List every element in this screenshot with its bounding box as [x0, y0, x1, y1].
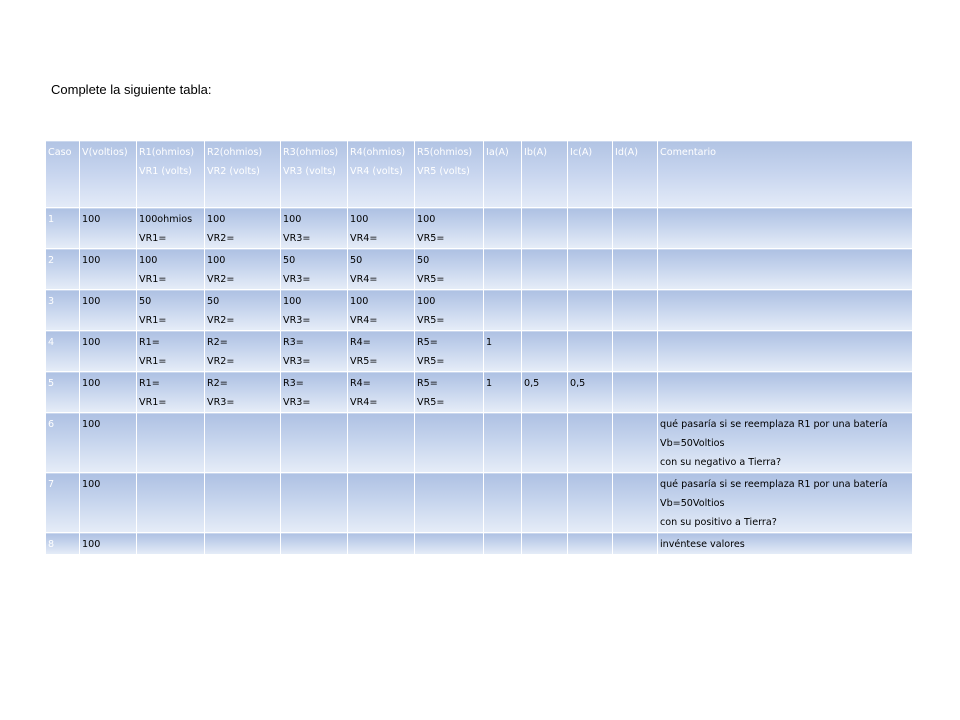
cell-ic: [568, 331, 613, 372]
cell-r3: R3= VR3=: [281, 372, 348, 413]
cell-ia: 1: [484, 372, 522, 413]
cell-voltage: 100: [80, 331, 137, 372]
cell-comentario: [658, 208, 913, 249]
table-row: [46, 413, 913, 473]
cell-r4: [348, 533, 415, 555]
cell-ia: [484, 413, 522, 473]
cell-r2: R2= VR3=: [205, 372, 281, 413]
header-id: Id(A): [613, 141, 658, 208]
cell-r5: R5= VR5=: [415, 331, 484, 372]
header-ic: Ic(A): [568, 141, 613, 208]
cell-r5: R5= VR5=: [415, 372, 484, 413]
cell-r3: [281, 413, 348, 473]
cell-ia: [484, 473, 522, 533]
cell-caso: 1: [46, 208, 80, 249]
cell-ic: [568, 208, 613, 249]
cell-ic: 0,5: [568, 372, 613, 413]
header-r5: R5(ohmios) VR5 (volts): [415, 141, 484, 208]
cell-voltage: 100: [80, 249, 137, 290]
cell-r2: [205, 413, 281, 473]
table-row: [46, 331, 913, 372]
cell-comentario: [658, 372, 913, 413]
cell-r5: 50 VR5=: [415, 249, 484, 290]
cell-id: [613, 473, 658, 533]
table-row: [46, 208, 913, 249]
cell-r3: 100 VR3=: [281, 208, 348, 249]
cell-ib: [522, 413, 568, 473]
cell-r2: R2= VR2=: [205, 331, 281, 372]
cell-ib: [522, 290, 568, 331]
cell-r1: [137, 473, 205, 533]
cell-r4: [348, 473, 415, 533]
cell-id: [613, 290, 658, 331]
cell-ib: [522, 249, 568, 290]
cell-voltage: 100: [80, 372, 137, 413]
cell-ic: [568, 413, 613, 473]
cell-r3: [281, 473, 348, 533]
cell-ic: [568, 533, 613, 555]
cell-caso: 6: [46, 413, 80, 473]
cell-ia: [484, 208, 522, 249]
cell-r2: [205, 473, 281, 533]
cell-r1: 50 VR1=: [137, 290, 205, 331]
cell-caso: 2: [46, 249, 80, 290]
instruction-text: Complete la siguiente tabla:: [51, 82, 212, 97]
cell-r3: 50 VR3=: [281, 249, 348, 290]
cell-id: [613, 372, 658, 413]
cell-r1: [137, 413, 205, 473]
header-r4: R4(ohmios) VR4 (volts): [348, 141, 415, 208]
cell-r2: 50 VR2=: [205, 290, 281, 331]
cell-comentario: [658, 290, 913, 331]
cell-ic: [568, 473, 613, 533]
cell-ia: 1: [484, 331, 522, 372]
cell-caso: 7: [46, 473, 80, 533]
cell-r2: 100 VR2=: [205, 249, 281, 290]
cell-ia: [484, 249, 522, 290]
cell-caso: 8: [46, 533, 80, 555]
cell-voltage: 100: [80, 208, 137, 249]
header-row: [46, 141, 913, 208]
cell-voltage: 100: [80, 473, 137, 533]
cell-r1: 100 VR1=: [137, 249, 205, 290]
cell-id: [613, 413, 658, 473]
cell-r5: 100 VR5=: [415, 290, 484, 331]
cell-id: [613, 208, 658, 249]
cell-r4: [348, 413, 415, 473]
cell-id: [613, 533, 658, 555]
cell-r4: 100 VR4=: [348, 290, 415, 331]
cell-comentario: invéntese valores: [658, 533, 913, 555]
cell-r1: 100ohmios VR1=: [137, 208, 205, 249]
header-r1: R1(ohmios) VR1 (volts): [137, 141, 205, 208]
cell-caso: 3: [46, 290, 80, 331]
cell-r3: R3= VR3=: [281, 331, 348, 372]
cell-caso: 5: [46, 372, 80, 413]
cell-r4: 100 VR4=: [348, 208, 415, 249]
cell-comentario: [658, 249, 913, 290]
cell-id: [613, 249, 658, 290]
cell-comentario: [658, 331, 913, 372]
header-ib: Ib(A): [522, 141, 568, 208]
table-row: [46, 533, 913, 555]
header-comentario: Comentario: [658, 141, 913, 208]
cell-r1: [137, 533, 205, 555]
cell-r4: R4= VR4=: [348, 372, 415, 413]
cell-ia: [484, 290, 522, 331]
header-caso: Caso: [46, 141, 80, 208]
cell-r3: 100 VR3=: [281, 290, 348, 331]
cell-r4: R4= VR5=: [348, 331, 415, 372]
cell-voltage: 100: [80, 413, 137, 473]
cell-ic: [568, 290, 613, 331]
cell-voltage: 100: [80, 533, 137, 555]
cell-r5: 100 VR5=: [415, 208, 484, 249]
cell-r5: [415, 473, 484, 533]
cell-ib: [522, 208, 568, 249]
cell-ib: [522, 331, 568, 372]
cell-comentario: qué pasaría si se reemplaza R1 por una batería Vb=50Voltios con su positivo a Tierra?: [658, 473, 913, 533]
cell-r4: 50 VR4=: [348, 249, 415, 290]
cell-r2: 100 VR2=: [205, 208, 281, 249]
circuit-table: [45, 140, 913, 555]
cell-ic: [568, 249, 613, 290]
cell-r5: [415, 533, 484, 555]
cell-ia: [484, 533, 522, 555]
cell-ib: 0,5: [522, 372, 568, 413]
header-r2: R2(ohmios) VR2 (volts): [205, 141, 281, 208]
cell-r2: [205, 533, 281, 555]
header-ia: Ia(A): [484, 141, 522, 208]
cell-r1: R1= VR1=: [137, 331, 205, 372]
cell-id: [613, 331, 658, 372]
header-voltage: V(voltios): [80, 141, 137, 208]
cell-comentario: qué pasaría si se reemplaza R1 por una batería Vb=50Voltios con su negativo a Tierra?: [658, 413, 913, 473]
cell-r5: [415, 413, 484, 473]
cell-ib: [522, 473, 568, 533]
table-row: [46, 290, 913, 331]
header-r3: R3(ohmios) VR3 (volts): [281, 141, 348, 208]
table-row: [46, 473, 913, 533]
cell-ib: [522, 533, 568, 555]
cell-r3: [281, 533, 348, 555]
table-row: [46, 372, 913, 413]
cell-voltage: 100: [80, 290, 137, 331]
table-row: [46, 249, 913, 290]
cell-caso: 4: [46, 331, 80, 372]
cell-r1: R1= VR1=: [137, 372, 205, 413]
